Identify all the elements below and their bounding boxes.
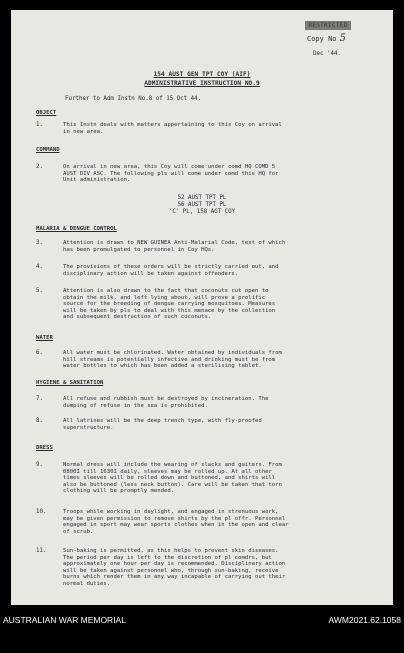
paragraph-number: 3. (36, 240, 43, 246)
archive-footer (0, 609, 404, 653)
platoon-item: 'C' PL, 158 AGT COY (168, 208, 236, 215)
paragraph-number: 11. (36, 548, 47, 554)
copy-label: Copy No (307, 35, 337, 43)
paragraph-line: All water must be chlorinated. Water obtained by individuals from (63, 350, 282, 356)
paragraph-line: obtain the milk, and left lying about, will prove a prolific (63, 294, 266, 301)
institution-name: AUSTRALIAN WAR MEMORIAL (3, 615, 126, 625)
section-heading-water: WATER (36, 335, 53, 341)
paragraph-line: Attention is drawn to NEW GUINEA Anti-Malarial Code, text of which (63, 240, 286, 246)
paragraph-line: Normal dress will include the wearing of slacks and gaiters. From (63, 462, 282, 468)
reference-line: Further to Adm Instn No.8 of 15 Oct 44. (65, 96, 202, 102)
paragraph-line: will be taken by pls to deal with this menace by the collection (63, 307, 276, 314)
paragraph-5 (63, 288, 385, 321)
paragraph-7 (63, 396, 385, 409)
section-heading-command: COMMAND (36, 147, 60, 153)
paragraph-4 (63, 264, 385, 277)
platoon-item: 56 AUST TPT PL (177, 201, 227, 208)
paragraph-line: engaged in sport may wear sports clothes when in the open and clear (63, 522, 289, 529)
paragraph-2 (63, 164, 385, 184)
paragraph-number: 5. (36, 288, 43, 294)
paragraph-number: 9. (36, 462, 43, 468)
paragraph-6 (63, 350, 385, 370)
document-date: Dec '44. (313, 51, 341, 57)
paragraph-line: approximately one hour per day is recommended. Disciplinary action (63, 561, 286, 568)
paragraph-line: normal duties. (63, 580, 111, 587)
section-heading-dress: DRESS (36, 445, 53, 451)
paragraph-line: in new area. (63, 128, 104, 135)
paragraph-line: and subsequent destruction of such coconuts. (63, 314, 212, 321)
paragraph-line: dumping of refuse in the sea is prohibited. (63, 402, 208, 409)
instruction-title: ADMINISTRATIVE INSTRUCTION NO.9 (144, 80, 260, 87)
paragraph-9 (63, 462, 385, 495)
paragraph-line: Sun-baking is permitted, as this helps to prevent skin diseases. (63, 548, 279, 554)
paragraph-number: 2. (36, 164, 43, 170)
paragraph-line: also be buttoned (less neck button). Care will be taken that torn (63, 481, 282, 488)
platoon-item: 52 AUST TPT PL (177, 195, 227, 201)
paragraph-1 (63, 122, 385, 135)
paragraph-line: The provisions of these orders will be strictly carried out, and (63, 264, 279, 270)
paragraph-line: times sleeves will be rolled down and buttoned, and shirts will (63, 475, 276, 482)
paragraph-line: hill streams is potentially infective and drinking must be from (63, 356, 276, 363)
paragraph-line: All refuse and rubbish must be destroyed by incineration. The (63, 396, 269, 402)
section-heading-object: OBJECT (36, 110, 57, 116)
paragraph-line: may be given permission to remove shirts by the pl offr. Personnel (63, 515, 286, 522)
paragraph-line: Attention is also drawn to the fact that coconuts cut open to (63, 288, 269, 294)
paragraph-number: 4. (36, 264, 43, 270)
paragraph-number: 7. (36, 396, 43, 402)
platoon-list (11, 195, 393, 215)
paragraph-line: 0800I till 1630I daily, sleeves may be rolled up. At all other (63, 468, 272, 475)
paragraph-line: source for the breeding of dengue carrying mosquitoes. Measures (63, 301, 276, 308)
paragraph-line: On arrival in new area, this Coy will come under comd HQ COMD 5 (63, 164, 276, 170)
paragraph-line: AUST DIV ASC. The following pls will come under comd this HQ for (63, 170, 279, 177)
paragraph-line: Unit administration. (63, 177, 131, 184)
paragraph-line: will be taken against personnel who, through sun-baking, receive (63, 567, 279, 574)
paragraph-line: All latrines will be the deep trench type, with fly-proofed (63, 418, 262, 424)
restricted-stamp: RESTRICTED (305, 21, 351, 30)
paragraph-11 (63, 548, 385, 588)
copy-number (307, 33, 346, 44)
paragraph-line: Troops while working in daylight, and engaged in strenuous work, (63, 509, 279, 515)
section-heading-malaria: MALARIA & DENGUE CONTROL (36, 226, 117, 232)
unit-title: 154 AUST GEN TPT COY (AIF) (153, 71, 251, 78)
paragraph-line: of scrub. (63, 528, 94, 535)
paragraph-10 (63, 509, 385, 535)
paragraph-line: burns which render them in any way incapable of carrying out their (63, 574, 286, 581)
paragraph-8 (63, 418, 385, 431)
paragraph-line: disciplinary action will be taken against offenders. (63, 270, 239, 277)
paragraph-line: superstructure. (63, 424, 114, 431)
paragraph-line: The period per day is left to the discretion of pl comdrs, but (63, 554, 272, 561)
paragraph-number: 8. (36, 418, 43, 424)
paragraph-line: This Instn deals with matters appertaining to this Coy on arrival (63, 122, 282, 128)
paragraph-line: water bottles to which has been added a sterilising tablet. (63, 363, 262, 370)
paragraph-number: 1. (36, 122, 43, 128)
paragraph-3 (63, 240, 385, 253)
section-heading-hygiene: HYGIENE & SANITATION (36, 380, 104, 386)
paragraph-line: clothing will be promptly mended. (63, 488, 175, 495)
copy-number-handwritten: 5 (339, 33, 346, 44)
paragraph-line: has been promulgated to personnel in Coy HQs. (63, 246, 215, 253)
paragraph-number: 10. (36, 509, 47, 515)
document-page (11, 10, 393, 605)
paragraph-number: 6. (36, 350, 43, 356)
accession-number: AWM2021.62.1058 (328, 615, 401, 625)
